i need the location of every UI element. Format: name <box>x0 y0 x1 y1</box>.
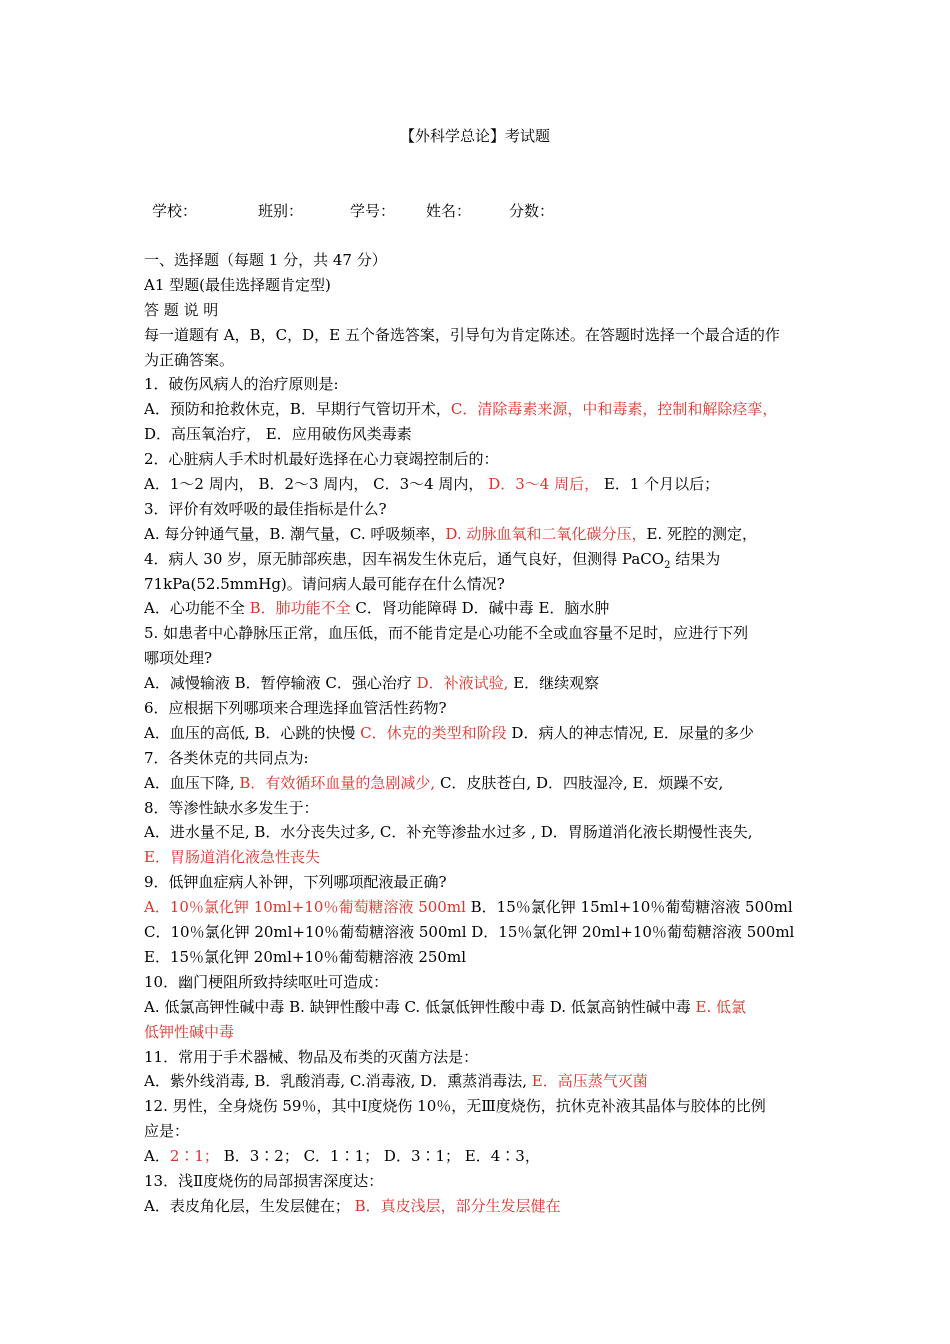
text-line <box>144 547 816 572</box>
question-text: 5. 如患者中心静脉压正常，血压低，而不能肯定是心功能不全或血容量不足时，应进行下列 <box>144 624 749 643</box>
text-line <box>144 646 816 671</box>
question-text: 哪项处理? <box>144 649 213 668</box>
score-label: 分数： <box>509 202 555 220</box>
text-line <box>144 746 816 771</box>
text-line <box>144 820 816 845</box>
question-body <box>144 248 816 1219</box>
text-line <box>144 248 816 273</box>
answer-text: D．3～4 周后， <box>488 475 600 494</box>
question-text: 一、选择题（每题 1 分，共 47 分） <box>144 251 387 269</box>
student-number-label: 学号： <box>350 202 396 220</box>
question-text: 4．病人 30 岁，原无肺部疾患，因车祸发生休克后，通气良好，但测得 PaCO <box>144 549 665 568</box>
subscript-text: 2 <box>664 559 671 571</box>
text-line <box>144 522 816 547</box>
answer-text: D. 动脉血氧和二氧化碳分压， <box>445 524 647 543</box>
text-line <box>144 870 816 895</box>
question-text: 71kPa(52.5mmHg)。请问病人最可能存在什么情况? <box>144 574 505 593</box>
question-text: A. 低氯高钾性碱中毒 B. 缺钾性酸中毒 C. 低氯低钾性酸中毒 D. 低氯高钠性碱中毒 <box>144 997 696 1016</box>
question-text: 10．幽门梗阻所致持续呕吐可造成： <box>144 972 389 991</box>
text-line <box>144 945 816 970</box>
question-text: A．进水量不足, B．水分丧失过多, C．补充等渗盐水过多 , D．胃肠道消化液长期慢性丧失, <box>144 823 753 842</box>
text-line <box>144 596 816 621</box>
answer-text: D．补液试验, <box>416 674 509 693</box>
text-line <box>144 572 816 597</box>
question-text: A．表皮角化层，生发层健在； <box>144 1196 355 1215</box>
answer-text: E．高压蒸气灭菌 <box>531 1072 648 1091</box>
question-text: B．15％氯化钾 15ml+10％葡萄糖溶液 500ml <box>465 898 793 917</box>
question-text: A．血压的高低, B．心跳的快慢 <box>144 723 361 742</box>
school-label: 学校： <box>152 202 198 220</box>
text-line <box>144 422 816 447</box>
question-text: D．高压氧治疗， E．应用破伤风类毒素 <box>144 425 412 444</box>
text-line <box>144 621 816 646</box>
question-text: A. 每分钟通气量，B. 潮气量，C. 呼吸频率， <box>144 524 446 543</box>
question-text: C．肾功能障碍 D．碱中毒 E．脑水肿 <box>350 599 610 618</box>
text-line <box>144 298 816 323</box>
question-text: 3．评价有效呼吸的最佳指标是什么? <box>144 499 387 518</box>
text-line <box>144 1169 816 1194</box>
question-text: 8．等渗性缺水多发生于： <box>144 798 319 817</box>
answer-text: C．休克的类型和阶段 <box>360 723 507 742</box>
answer-text: B．有效循环血量的急剧减少, <box>239 773 436 792</box>
question-text: E．继续观察 <box>508 674 600 693</box>
text-line <box>144 995 816 1020</box>
text-line <box>144 472 816 497</box>
question-text: A．预防和抢救休克，B．早期行气管切开术， <box>144 400 451 419</box>
question-text: 2．心脏病人手术时机最好选择在心力衰竭控制后的： <box>144 450 499 469</box>
question-text: E. 死腔的测定， <box>646 524 757 543</box>
question-text: 答 题 说 明 <box>144 300 219 319</box>
answer-text: A．10％氯化钾 10ml+10％葡萄糖溶液 500ml <box>144 898 466 917</box>
text-line <box>144 1194 816 1219</box>
text-line <box>144 1069 816 1094</box>
answer-text: 低钾性碱中毒 <box>144 1022 235 1041</box>
text-line <box>144 273 816 298</box>
text-line <box>144 771 816 796</box>
text-line <box>144 1020 816 1045</box>
class-label: 班别： <box>258 202 304 220</box>
answer-text: B．真皮浅层，部分生发层健在 <box>354 1196 561 1215</box>
question-text: A．血压下降, <box>144 773 240 792</box>
text-line <box>144 1045 816 1070</box>
question-text: A．心功能不全 <box>144 599 250 618</box>
page-title: 【外科学总论】考试题 <box>399 127 550 145</box>
text-line <box>144 895 816 920</box>
name-label: 姓名： <box>426 202 472 220</box>
answer-text: 2∶1； <box>169 1147 219 1166</box>
question-text: 1．破伤风病人的治疗原则是: <box>144 375 339 394</box>
answer-text: C．清除毒素来源，中和毒素，控制和解除痉挛， <box>450 400 778 419</box>
question-text: 7．各类休克的共同点为: <box>144 748 309 767</box>
question-text: D．病人的神志情况, E．尿量的多少 <box>506 723 754 742</box>
question-text: A1 型题(最佳选择题肯定型) <box>144 275 331 294</box>
question-text: A．减慢输液 B．暂停输液 C．强心治疗 <box>144 674 417 693</box>
text-line <box>144 323 816 348</box>
question-text: A．紫外线消毒, B．乳酸消毒, C.消毒液, D．熏蒸消毒法, <box>144 1072 532 1091</box>
text-line <box>144 845 816 870</box>
text-line <box>144 920 816 945</box>
question-text: A． <box>144 1147 170 1166</box>
answer-text: B．肺功能不全 <box>249 599 351 618</box>
question-text: E．1 个月以后； <box>599 475 720 494</box>
question-text: 11．常用于手术器械、物品及布类的灭菌方法是： <box>144 1047 479 1066</box>
text-line <box>144 796 816 821</box>
text-line <box>144 721 816 746</box>
question-text: 应是： <box>144 1122 190 1141</box>
question-text: E．15％氯化钾 20ml+10％葡萄糖溶液 250ml <box>144 947 466 966</box>
text-line <box>144 1144 816 1169</box>
question-text: 6．应根据下列哪项来合理选择血管活性药物? <box>144 699 447 718</box>
question-text: B．3∶2； C．1∶1； D．3∶1； E．4∶3， <box>218 1147 540 1166</box>
text-line <box>144 696 816 721</box>
question-text: A．1～2 周内， B．2～3 周内， C．3～4 周内， <box>144 475 489 494</box>
question-text: C．10％氯化钾 20ml+10％葡萄糖溶液 500ml D．15％氯化钾 20ml+10％葡萄糖溶液 500ml <box>144 923 795 942</box>
text-line <box>144 397 816 422</box>
text-line <box>144 970 816 995</box>
text-line <box>144 497 816 522</box>
text-line <box>144 348 816 373</box>
text-line <box>144 372 816 397</box>
question-text: 9．低钾血症病人补钾，下列哪项配液最正确? <box>144 873 447 892</box>
text-line <box>144 671 816 696</box>
question-text: 结果为 <box>670 549 721 568</box>
text-line <box>144 1094 816 1119</box>
question-text: 每一道题有 A，B，C，D，E 五个备选答案，引导句为肯定陈述。在答题时选择一个最合适的作 <box>144 325 780 344</box>
text-line <box>144 1119 816 1144</box>
question-text: 12. 男性，全身烧伤 59％，其中Ⅰ度烧伤 10％，无Ⅲ度烧伤，抗休克补液其晶体与胶体的比例 <box>144 1097 766 1116</box>
question-text: 13．浅Ⅱ度烧伤的局部损害深度达： <box>144 1171 384 1190</box>
answer-text: E. 低氯 <box>695 997 747 1016</box>
answer-text: E．胃肠道消化液急性丧失 <box>144 848 320 867</box>
question-text: 为正确答案。 <box>144 350 235 369</box>
question-text: C．皮肤苍白, D．四肢湿冷, E．烦躁不安, <box>435 773 724 792</box>
text-line <box>144 447 816 472</box>
